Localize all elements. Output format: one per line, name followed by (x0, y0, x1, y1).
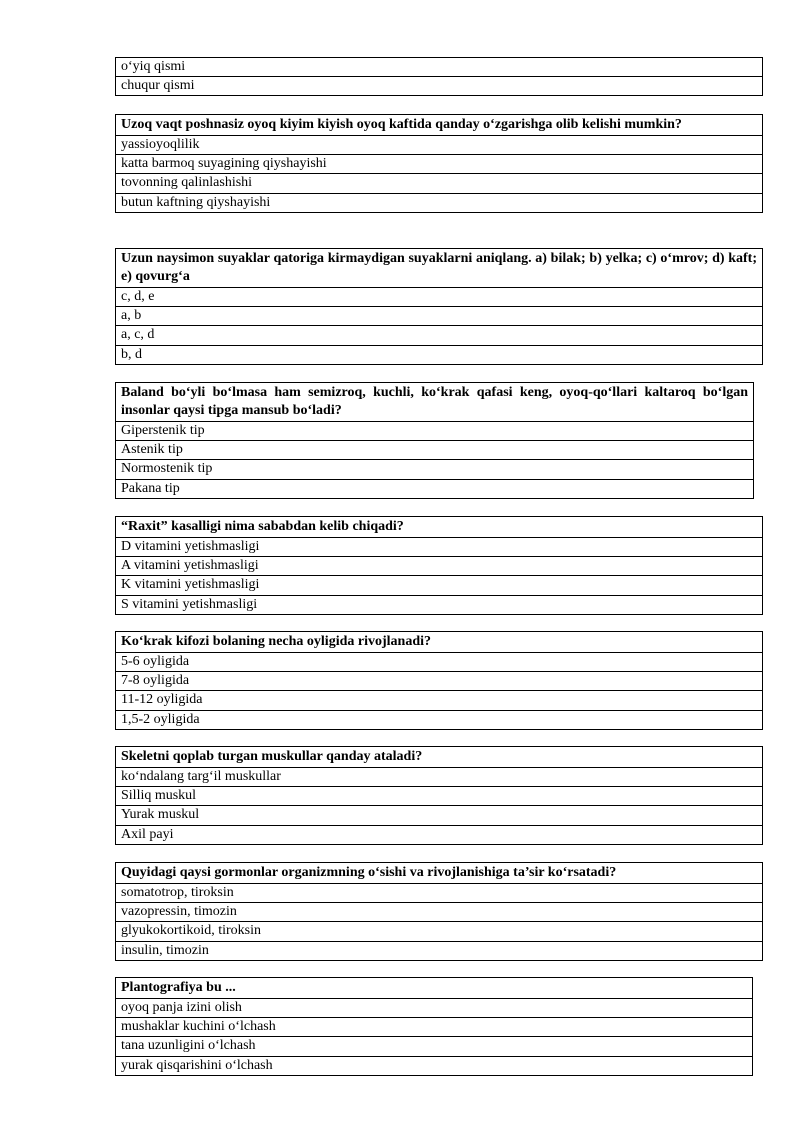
question-text: Plantografiya bu ... (121, 980, 236, 995)
answer-option: Yurak muskul (116, 805, 762, 824)
question-table (115, 382, 754, 499)
answer-option: a, b (116, 306, 762, 325)
answer-option: c, d, e (116, 287, 762, 306)
answer-table-continuation (115, 57, 763, 96)
question-text: Uzoq vaqt poshnasiz oyoq kiyim kiyish oyoq kaftida qanday o‘zgarishga olib kelishi mumkin? (121, 117, 682, 132)
answer-option: 5-6 oyligida (116, 652, 762, 671)
answer-option: Pakana tip (116, 479, 753, 498)
question-table (115, 977, 753, 1076)
answer-option: ko‘ndalang targ‘il muskullar (116, 767, 762, 786)
question-table (115, 114, 763, 213)
question-text: Uzun naysimon suyaklar qatoriga kirmaydigan suyaklarni aniqlang. a) bilak; b) yelka; c) o‘mrov; d) kaft; e) qovurg‘a (121, 251, 757, 284)
answer-option: o‘yiq qismi (121, 59, 186, 74)
answer-option: tovonning qalinlashishi (116, 173, 762, 192)
answer-option: insulin, timozin (116, 941, 762, 960)
answer-option: yassioyoqlilik (116, 135, 762, 154)
answer-option: Silliq muskul (116, 786, 762, 805)
question-table (115, 746, 763, 845)
question-text: Baland bo‘yli bo‘lmasa ham semizroq, kuchli, ko‘krak qafasi keng, oyoq-qo‘llari kaltaroq bo‘lgan insonlar qaysi tipga mansub bo‘ladi? (121, 385, 748, 418)
answer-option: tana uzunligini o‘lchash (116, 1036, 752, 1055)
answer-option: 11-12 oyligida (116, 690, 762, 709)
answer-option: katta barmoq suyagining qiyshayishi (116, 154, 762, 173)
answer-option: butun kaftning qiyshayishi (116, 193, 762, 212)
answer-option: Giperstenik tip (116, 421, 753, 440)
answer-option: A vitamini yetishmasligi (116, 556, 762, 575)
answer-option: Axil payi (116, 825, 762, 844)
answer-option: yurak qisqarishini o‘lchash (116, 1056, 752, 1075)
answer-option: Astenik tip (116, 440, 753, 459)
answer-option: 7-8 oyligida (116, 671, 762, 690)
answer-option: chuqur qismi (116, 76, 762, 95)
answer-option: Normostenik tip (116, 459, 753, 478)
question-table (115, 862, 763, 961)
question-table (115, 248, 763, 365)
question-table (115, 631, 763, 730)
answer-option: D vitamini yetishmasligi (116, 537, 762, 556)
question-text: “Raxit” kasalligi nima sababdan kelib chiqadi? (121, 519, 404, 534)
answer-option: S vitamini yetishmasligi (116, 595, 762, 614)
question-text: Skeletni qoplab turgan muskullar qanday ataladi? (121, 749, 423, 764)
answer-option: 1,5-2 oyligida (116, 710, 762, 729)
answer-option: glyukokortikoid, tiroksin (116, 921, 762, 940)
answer-option: somatotrop, tiroksin (116, 883, 762, 902)
answer-option: oyoq panja izini olish (116, 998, 752, 1017)
question-table (115, 516, 763, 615)
answer-option: vazopressin, timozin (116, 902, 762, 921)
answer-option: b, d (116, 345, 762, 364)
question-text: Ko‘krak kifozi bolaning necha oyligida rivojlanadi? (121, 634, 431, 649)
answer-option: mushaklar kuchini o‘lchash (116, 1017, 752, 1036)
answer-option: a, c, d (116, 325, 762, 344)
question-text: Quyidagi qaysi gormonlar organizmning o‘sishi va rivojlanishiga ta’sir ko‘rsatadi? (121, 865, 617, 880)
answer-option: K vitamini yetishmasligi (116, 575, 762, 594)
